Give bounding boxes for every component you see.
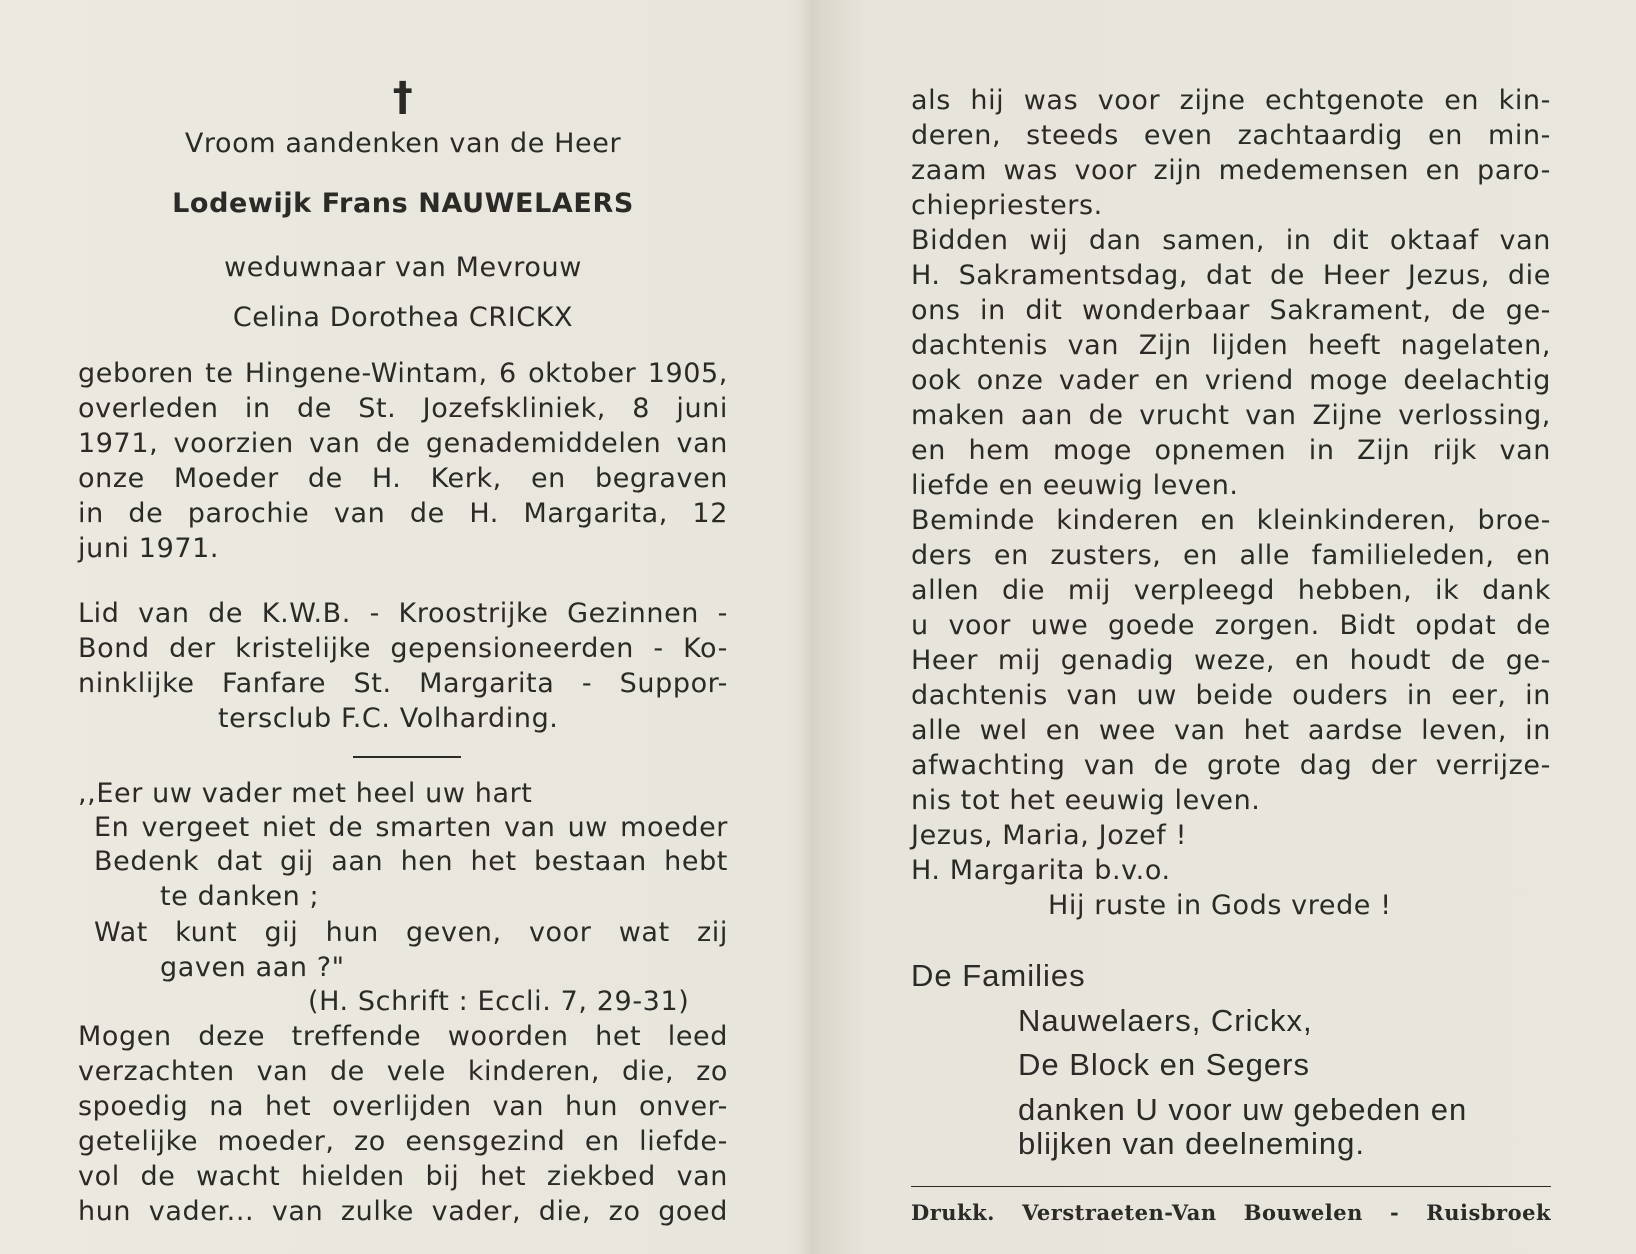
closing-line: getelijke moeder, zo eensgezind en liefde- [78,1126,728,1157]
membership-line: Bond der kristelijke gepensioneerden - Ko- [78,633,728,664]
bio-line: onze Moeder de H. Kerk, en begraven [78,463,728,494]
text-line: H. Sakramentsdag, dat de Heer Jezus, die [911,260,1551,291]
text-line: nis tot het eeuwig leven. [911,785,1261,816]
text-line: Beminde kinderen en kleinkinderen, broe- [911,505,1551,536]
quote-line: gaven aan ?" [160,952,345,983]
card-fold [800,0,824,1254]
text-line: Jezus, Maria, Jozef ! [911,820,1188,851]
spouse-name: Celina Dorothea CRICKX [232,302,574,333]
closing-line: vol de wacht hielden bij het ziekbed van [78,1161,728,1192]
quote-line: Wat kunt gij hun geven, voor wat zij [94,917,728,948]
closing-line: Mogen deze treffende woorden het leed [78,1021,728,1052]
closing-line: spoedig na het overlijden van hun onver- [78,1091,728,1122]
printer-credit: Drukk. Verstraeten-Van Bouwelen - Ruisbroek [911,1200,1551,1225]
right-page [911,0,1551,1254]
text-line: ders en zusters, en alle familieleden, en [911,540,1551,571]
families-label: De Families [911,958,1086,993]
text-line: chiepriesters. [911,190,1103,221]
text-line: dachtenis van Zijn lijden heeft nagelaten, [911,330,1551,361]
thanks-line: danken U voor uw gebeden en [1018,1092,1468,1127]
text-line: H. Margarita b.v.o. [911,855,1171,886]
thanks-line: blijken van deelneming. [1018,1126,1365,1161]
widower-line: weduwnaar van Mevrouw [224,252,582,283]
text-line: zaam was voor zijn medemensen en paro- [911,155,1551,186]
quote-line: ,,Eer uw vader met heel uw hart [78,778,533,809]
text-line: ook onze vader en vriend moge deelachtig [911,365,1551,396]
closing-line: verzachten van de vele kinderen, die, zo [78,1056,728,1087]
family-names: Nauwelaers, Crickx, [1018,1003,1313,1038]
quote-line: En vergeet niet de smarten van uw moeder [94,812,728,843]
text-line: ons in dit wonderbaar Sakrament, de ge- [911,295,1551,326]
quote-line: te danken ; [160,881,320,912]
divider [353,756,461,758]
bio-line: 1971, voorzien van de genademiddelen van [78,428,728,459]
rest-in-peace: Hij ruste in Gods vrede ! [1048,890,1392,921]
bio-line: in de parochie van de H. Margarita, 12 [78,498,728,529]
closing-line: hun vader... van zulke vader, die, zo goed [78,1196,728,1227]
printer-rule [911,1186,1551,1187]
quote-line: Bedenk dat gij aan hen het bestaan hebt [94,846,728,877]
bio-line: juni 1971. [78,533,220,564]
deceased-surname: NAUWELAERS [418,188,634,219]
membership-line: tersclub F.C. Volharding. [218,703,559,734]
family-names: De Block en Segers [1018,1047,1310,1082]
text-line: alle wel en wee van het aardse leven, in [911,715,1551,746]
memorial-heading: Vroom aandenken van de Heer [184,128,622,159]
quote-citation: (H. Schrift : Eccli. 7, 29-31) [308,986,690,1017]
text-line: u voor uwe goede zorgen. Bidt opdat de [911,610,1551,641]
left-page [78,0,728,1254]
text-line: maken aan de vrucht van Zijne verlossing, [911,400,1551,431]
text-line: Heer mij genadig weze, en houdt de ge- [911,645,1551,676]
membership-line: ninklijke Fanfare St. Margarita - Suppor- [78,668,728,699]
text-line: en hem moge opnemen in Zijn rijk van [911,435,1551,466]
text-line: Bidden wij dan samen, in dit oktaaf van [911,225,1551,256]
text-line: liefde en eeuwig leven. [911,470,1239,501]
bio-line: overleden in de St. Jozefskliniek, 8 juni [78,393,728,424]
text-line: als hij was voor zijne echtgenote en kin- [911,85,1551,116]
text-line: deren, steeds even zachtaardig en min- [911,120,1551,151]
text-line: afwachting van de grote dag der verrijze- [911,750,1551,781]
deceased-first-names: Lodewijk Frans [172,188,409,219]
cross-icon: † [392,74,414,120]
bio-line: geboren te Hingene-Wintam, 6 oktober 1905, [78,358,728,389]
deceased-name [78,188,728,219]
text-line: dachtenis van uw beide ouders in eer, in [911,680,1551,711]
text-line: allen die mij verpleegd hebben, ik dank [911,575,1551,606]
membership-line: Lid van de K.W.B. - Kroostrijke Gezinnen - [78,598,728,629]
